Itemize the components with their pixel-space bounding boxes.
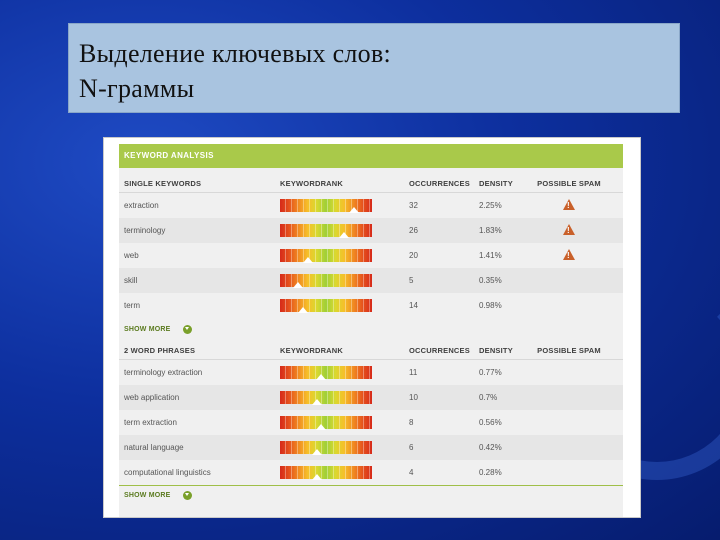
single-keywords-rows [119,193,623,318]
column-header-keywordrank[interactable]: KEYWORDRANK [280,179,344,188]
table-row[interactable] [119,435,623,460]
expand-icon [183,325,192,334]
density-cell: 0.28% [479,468,502,477]
occurrences-cell: 8 [409,418,414,427]
show-more-single-button[interactable] [119,318,623,340]
keywordrank-bar [280,249,372,262]
keyword-cell: term [124,301,140,310]
keywordrank-cell [280,366,405,379]
keywordrank-cell [280,249,405,262]
slide-title-line-2: N-граммы [79,74,195,103]
keywordrank-cell [280,416,405,429]
expand-icon [183,491,192,500]
keywordrank-cell [280,466,405,479]
keyword-cell: web application [124,393,180,402]
density-cell: 0.42% [479,443,502,452]
occurrences-cell: 10 [409,393,418,402]
keywordrank-cell [280,441,405,454]
rank-marker-icon [293,282,303,288]
column-header-possible-spam[interactable]: POSSIBLE SPAM [537,179,601,188]
keywordrank-bar [280,274,372,287]
keywordrank-bar [280,441,372,454]
rank-marker-icon [312,449,322,455]
density-cell: 0.35% [479,276,502,285]
keyword-cell: terminology extraction [124,368,203,377]
column-header-phrase[interactable]: 2 WORD PHRASES [124,346,196,355]
occurrences-cell: 6 [409,443,414,452]
warning-icon: ! [563,224,575,235]
show-more-label: SHOW MORE [124,491,171,499]
table-row[interactable] [119,385,623,410]
density-cell: 1.41% [479,251,502,260]
occurrences-cell: 4 [409,468,414,477]
keywordrank-bar [280,391,372,404]
occurrences-cell: 5 [409,276,414,285]
rank-marker-icon [312,474,322,480]
table-row[interactable] [119,460,623,485]
rank-marker-icon [339,232,349,238]
column-header-possible-spam[interactable]: POSSIBLE SPAM [537,346,601,355]
two-word-phrases-rows [119,360,623,485]
rank-marker-icon [298,307,308,313]
table-row[interactable] [119,410,623,435]
occurrences-cell: 32 [409,201,418,210]
possible-spam-cell [529,199,609,212]
keywordrank-cell [280,199,405,212]
keywordrank-cell [280,299,405,312]
two-word-phrases-section [119,340,623,504]
density-cell: 0.7% [479,393,498,402]
rank-marker-icon [316,424,326,430]
column-header-density[interactable]: DENSITY [479,346,513,355]
keywordrank-bar [280,466,372,479]
table-row[interactable] [119,218,623,243]
density-cell: 0.98% [479,301,502,310]
keyword-analysis-panel [119,144,623,517]
keywordrank-bar [280,366,372,379]
occurrences-cell: 11 [409,368,418,377]
keywordrank-cell [280,274,405,287]
density-cell: 0.56% [479,418,502,427]
slide-title-line-1: Выделение ключевых слов: [79,39,392,68]
warning-icon: ! [563,199,575,210]
slide-title-box [68,23,680,113]
keyword-analysis-screenshot [103,137,641,518]
rank-marker-icon [349,207,359,213]
show-more-phrases-button[interactable] [119,486,623,504]
warning-icon: ! [563,249,575,260]
column-header-keywordrank[interactable]: KEYWORDRANK [280,346,344,355]
column-header-occurrences[interactable]: OCCURRENCES [409,346,470,355]
keyword-cell: natural language [124,443,184,452]
occurrences-cell: 20 [409,251,418,260]
column-header-density[interactable]: DENSITY [479,179,513,188]
keywordrank-bar [280,224,372,237]
keywordrank-cell [280,391,405,404]
possible-spam-cell [529,249,609,262]
panel-header: KEYWORD ANALYSIS [119,144,623,168]
occurrences-cell: 14 [409,301,418,310]
two-word-column-headers [119,340,623,360]
rank-marker-icon [303,257,313,263]
keywordrank-cell [280,224,405,237]
table-row[interactable] [119,293,623,318]
table-row[interactable] [119,193,623,218]
table-row[interactable] [119,268,623,293]
keyword-cell: terminology [124,226,166,235]
column-header-occurrences[interactable]: OCCURRENCES [409,179,470,188]
column-header-keyword[interactable]: SINGLE KEYWORDS [124,179,202,188]
keyword-cell: computational linguistics [124,468,211,477]
keyword-cell: term extraction [124,418,177,427]
keyword-cell: web [124,251,139,260]
density-cell: 0.77% [479,368,502,377]
table-row[interactable] [119,243,623,268]
density-cell: 1.83% [479,226,502,235]
possible-spam-cell [529,224,609,237]
show-more-label: SHOW MORE [124,325,171,333]
table-row[interactable] [119,360,623,385]
keywordrank-bar [280,416,372,429]
density-cell: 2.25% [479,201,502,210]
keyword-cell: extraction [124,201,159,210]
single-keywords-section [119,168,623,340]
rank-marker-icon [316,374,326,380]
rank-marker-icon [312,399,322,405]
occurrences-cell: 26 [409,226,418,235]
keyword-cell: skill [124,276,138,285]
keywordrank-bar [280,299,372,312]
single-keywords-column-headers [119,168,623,193]
keywordrank-bar [280,199,372,212]
